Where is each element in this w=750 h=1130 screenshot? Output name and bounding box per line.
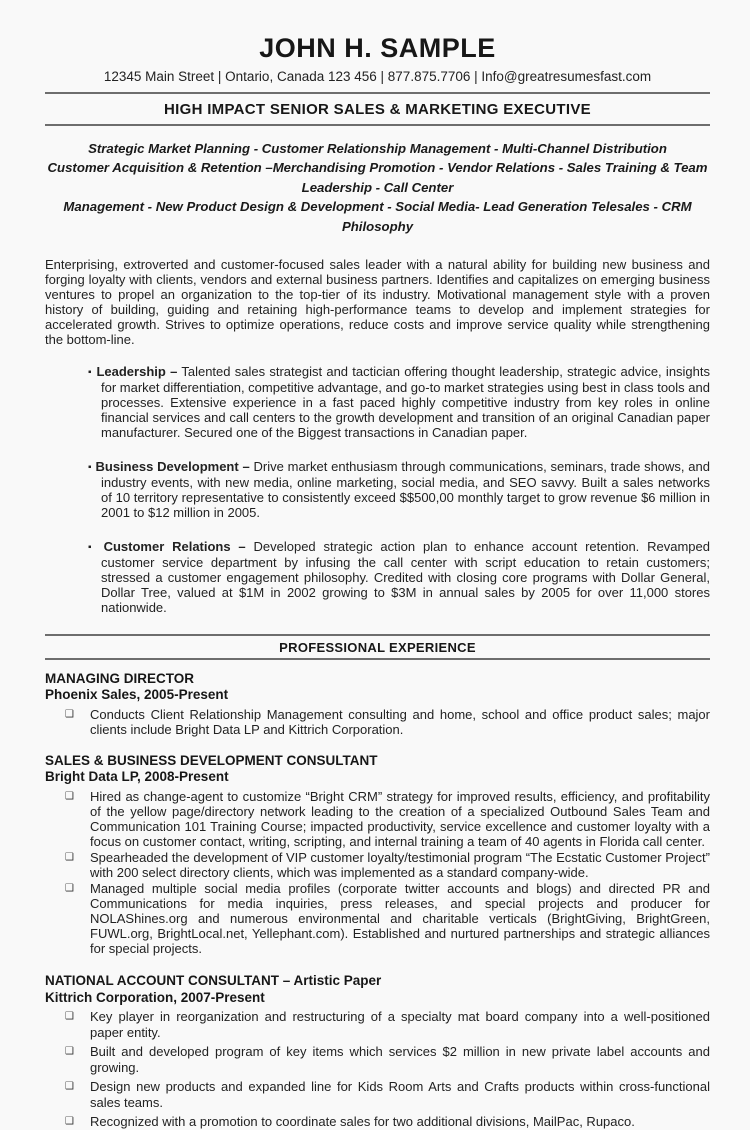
- square-bullet-icon: ▪: [88, 367, 93, 379]
- job-entry: [45, 753, 710, 956]
- highlight-label: Leadership –: [96, 364, 178, 380]
- highlight-item: [88, 364, 710, 440]
- job-bullet: [65, 881, 710, 956]
- checkbox-bullet-icon: ❑: [65, 1011, 74, 1023]
- job-bullet-text: Design new products and expanded line for Kids Room Arts and Crafts products within cross-functional sales teams.: [90, 1079, 710, 1111]
- checkbox-bullet-icon: ❑: [65, 883, 74, 895]
- job-bullet: [65, 1044, 710, 1076]
- highlights-list: [45, 364, 710, 615]
- checkbox-bullet-icon: ❑: [65, 852, 74, 864]
- section-title: PROFESSIONAL EXPERIENCE: [279, 640, 476, 656]
- job-bullet-text: Recognized with a promotion to coordinate sales for two additional divisions, MailPac, Rupaco.: [90, 1114, 635, 1130]
- job-bullet-text: Spearheaded the development of VIP customer loyalty/testimonial program “The Ecstatic Customer Project” with 200 select directory clients, which was implemented as a standard company-wide.: [90, 850, 710, 881]
- highlight-text: Talented sales strategist and tactician offering thought leadership, strategic advice, insights for market differentiation, competitive advantage, and go-to market strategies using best in class tools and processes. Extensive experience in a fast paced highly competitive industry from key roles in online financial services and call centers to the growth development and transition of an original Canadian paper manufacturer. Secured one of the Biggest transactions in Canadian paper.: [101, 364, 711, 441]
- checkbox-bullet-icon: ❑: [65, 1081, 74, 1093]
- job-bullet-text: Hired as change-agent to customize “Bright CRM” strategy for improved results, efficiency, and profitability of the yellow page/directory network leading to the creation of a specialized Outbound Sales Team and Communication 101 Training Course; impacted productivity, service excellence and customer loyalty with a focus on customer contact, writing, scripting, and internal training a team of 40 agents in Florida call center.: [90, 789, 710, 850]
- highlight-item: [88, 459, 710, 520]
- job-company: Bright Data LP, 2008-Present: [45, 769, 229, 785]
- job-bullet-text: Key player in reorganization and restructuring of a specialty mat board company into a well-positioned paper entity.: [90, 1009, 710, 1041]
- keywords-line: Customer Acquisition & Retention –Merchandising Promotion - Vendor Relations - Sales Training & Team Leadership - Call Center: [47, 160, 708, 195]
- job-bullet: [65, 789, 710, 849]
- job-entry: [45, 671, 710, 737]
- section-header-band: [45, 634, 710, 660]
- highlight-item: [88, 539, 710, 615]
- highlight-text: Drive market enthusiasm through communications, seminars, trade shows, and industry events, with new media, online marketing, social media, and SEO savvy. Built a sales networks of 10 territory representative to consistently exceed $$500,00 monthly target to grow revenue $6 million in 2001 to $12 million in 2005.: [101, 459, 710, 521]
- candidate-name: JOHN H. SAMPLE: [259, 33, 496, 63]
- job-bullet-text: Built and developed program of key items which services $2 million in new private label accounts and growing.: [90, 1044, 710, 1076]
- contact-line: 12345 Main Street | Ontario, Canada 123 456 | 877.875.7706 | Info@greatresumesfast.com: [103, 69, 652, 85]
- resume-headline: HIGH IMPACT SENIOR SALES & MARKETING EXECUTIVE: [164, 100, 591, 118]
- highlight-label: Customer Relations –: [103, 539, 246, 555]
- divider: [45, 124, 710, 126]
- job-bullet: [65, 1079, 710, 1111]
- job-title: MANAGING DIRECTOR: [45, 671, 195, 687]
- highlight-text: Developed strategic action plan to enhance account retention. Revamped customer service department by infusing the call center with script education to retain customers; stressed a customer engagement philosophy. Credited with closing core programs with Dollar General, Dollar Tree, valued at $1M in 2002 growing to $3M in annual sales by 2005 for over 11,000 stores nationwide.: [101, 539, 710, 616]
- checkbox-bullet-icon: ❑: [65, 791, 74, 803]
- job-company: Kittrich Corporation, 2007-Present: [45, 989, 265, 1005]
- divider: [45, 658, 710, 660]
- summary-paragraph: Enterprising, extroverted and customer-focused sales leader with a natural ability for building new business and forging loyalty with clients, vendors and external business partners. Identifies and capitalizes on emerging business ventures to propel an organization to the top-tier of its industry. Motivational management style with a proven history of building, guiding and retaining high-performance teams to develop and implement strategies for accelerated growth. Strives to optimize operations, reduce costs and improve service quality while strengthening the bottom-line.: [45, 257, 710, 348]
- job-title: NATIONAL ACCOUNT CONSULTANT – Artistic Paper: [45, 973, 382, 989]
- highlight-label: Business Development –: [95, 459, 250, 475]
- job-entry: [45, 973, 710, 1130]
- job-bullet: [65, 707, 710, 737]
- keywords-line: Management - New Product Design & Development - Social Media- Lead Generation Telesales - CRM Philosophy: [63, 199, 692, 234]
- job-bullet: [65, 1009, 710, 1041]
- checkbox-bullet-icon: ❑: [65, 709, 74, 721]
- keywords-block: [45, 139, 710, 237]
- keywords-line: Strategic Market Planning - Customer Relationship Management - Multi-Channel Distribution: [88, 140, 667, 156]
- job-title: SALES & BUSINESS DEVELOPMENT CONSULTANT: [45, 753, 378, 769]
- square-bullet-icon: ▪: [88, 462, 92, 474]
- job-company: Phoenix Sales, 2005-Present: [45, 687, 229, 703]
- job-bullet: [65, 850, 710, 880]
- job-bullet-text: Managed multiple social media profiles (corporate twitter accounts and blogs) and directed PR and Communications for media inquiries, press releases, and special projects and producer for NOLAShines.org and numerous environmental and charitable verticals (BrightGiving, BrightGreen, FUWL.org, BrightLocal.net, Yellephant.com). Established and nurtured partnerships and strategic alliances for special projects.: [90, 881, 710, 957]
- job-bullet-text: Conducts Client Relationship Management consulting and home, school and office product sales; major clients include Bright Data LP and Kittrich Corporation.: [90, 707, 710, 738]
- checkbox-bullet-icon: ❑: [65, 1046, 74, 1058]
- checkbox-bullet-icon: ❑: [65, 1116, 74, 1128]
- job-bullet: [65, 1114, 710, 1130]
- square-bullet-icon: ▪: [88, 542, 96, 554]
